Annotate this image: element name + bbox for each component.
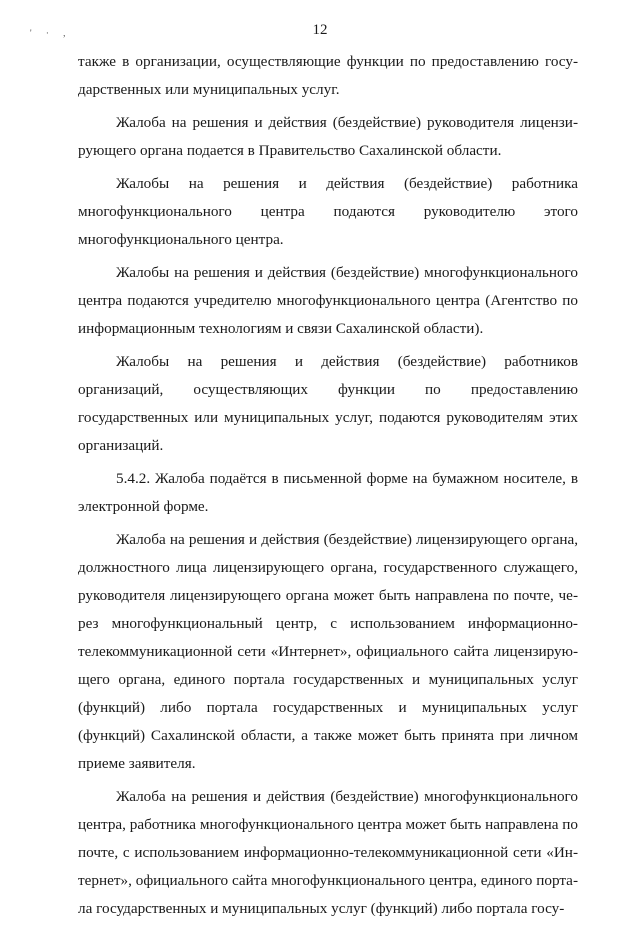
paragraph-5-4-2: 5.4.2. Жалоба подаётся в письменной форме на бумажном носителе, в электронной форме.: [78, 470, 578, 515]
scan-marks: ' · ,: [30, 28, 72, 38]
document-body: [78, 48, 578, 928]
paragraph-complaint-mfc: Жалобы на решения и действия (бездействие) многофункционального центра подаются учредителю многофункционального центра (Агентство по информационным технологиям и связи Сахалинской области).: [78, 264, 578, 337]
paragraph-complaint-head: Жалоба на решения и действия (бездействие) руководителя лицензирующего органа подается в Правительство Сахалинской области.: [78, 114, 578, 159]
paragraph-complaint-licensing-body: Жалоба на решения и действия (бездействие) лицензирующего органа, должностного лица лицензирующего органа, государственного служащего, руководителя лицензирующего органа может быть направлена по почте, через многофункциональный центр, с использованием информационно-телекоммуникационной сети «Интернет», официального сайта лицензирующего органа, единого портала государственных и муниципальных услуг (функций) либо портала государственных и муниципальных услуг (функций) Сахалинской области, а также может быть принята при личном приеме заявителя.: [78, 531, 578, 772]
paragraph-continuation: также в организации, осуществляющие функции по предоставлению государственных или муниципальных услуг.: [78, 53, 578, 98]
paragraph-complaint-organizations: Жалобы на решения и действия (бездействие) работников организаций, осуществляющих функции по предоставлению государственных или муниципальных услуг, подаются руководителям этих организаций.: [78, 353, 578, 454]
paragraph-complaint-mfc-channels: Жалоба на решения и действия (бездействие) многофункционального центра, работника многофункционального центра может быть направлена по почте, с использованием информационно-телекоммуникационной сети «Интернет», официального сайта многофункционального центра, единого портала государственных и муниципальных услуг (функций) либо портала госу-: [78, 788, 578, 917]
page-number: 12: [312, 22, 328, 38]
paragraph-complaint-mfc-worker: Жалобы на решения и действия (бездействие) работника многофункционального центра подаются руководителю этого многофункционального центра.: [78, 175, 578, 248]
